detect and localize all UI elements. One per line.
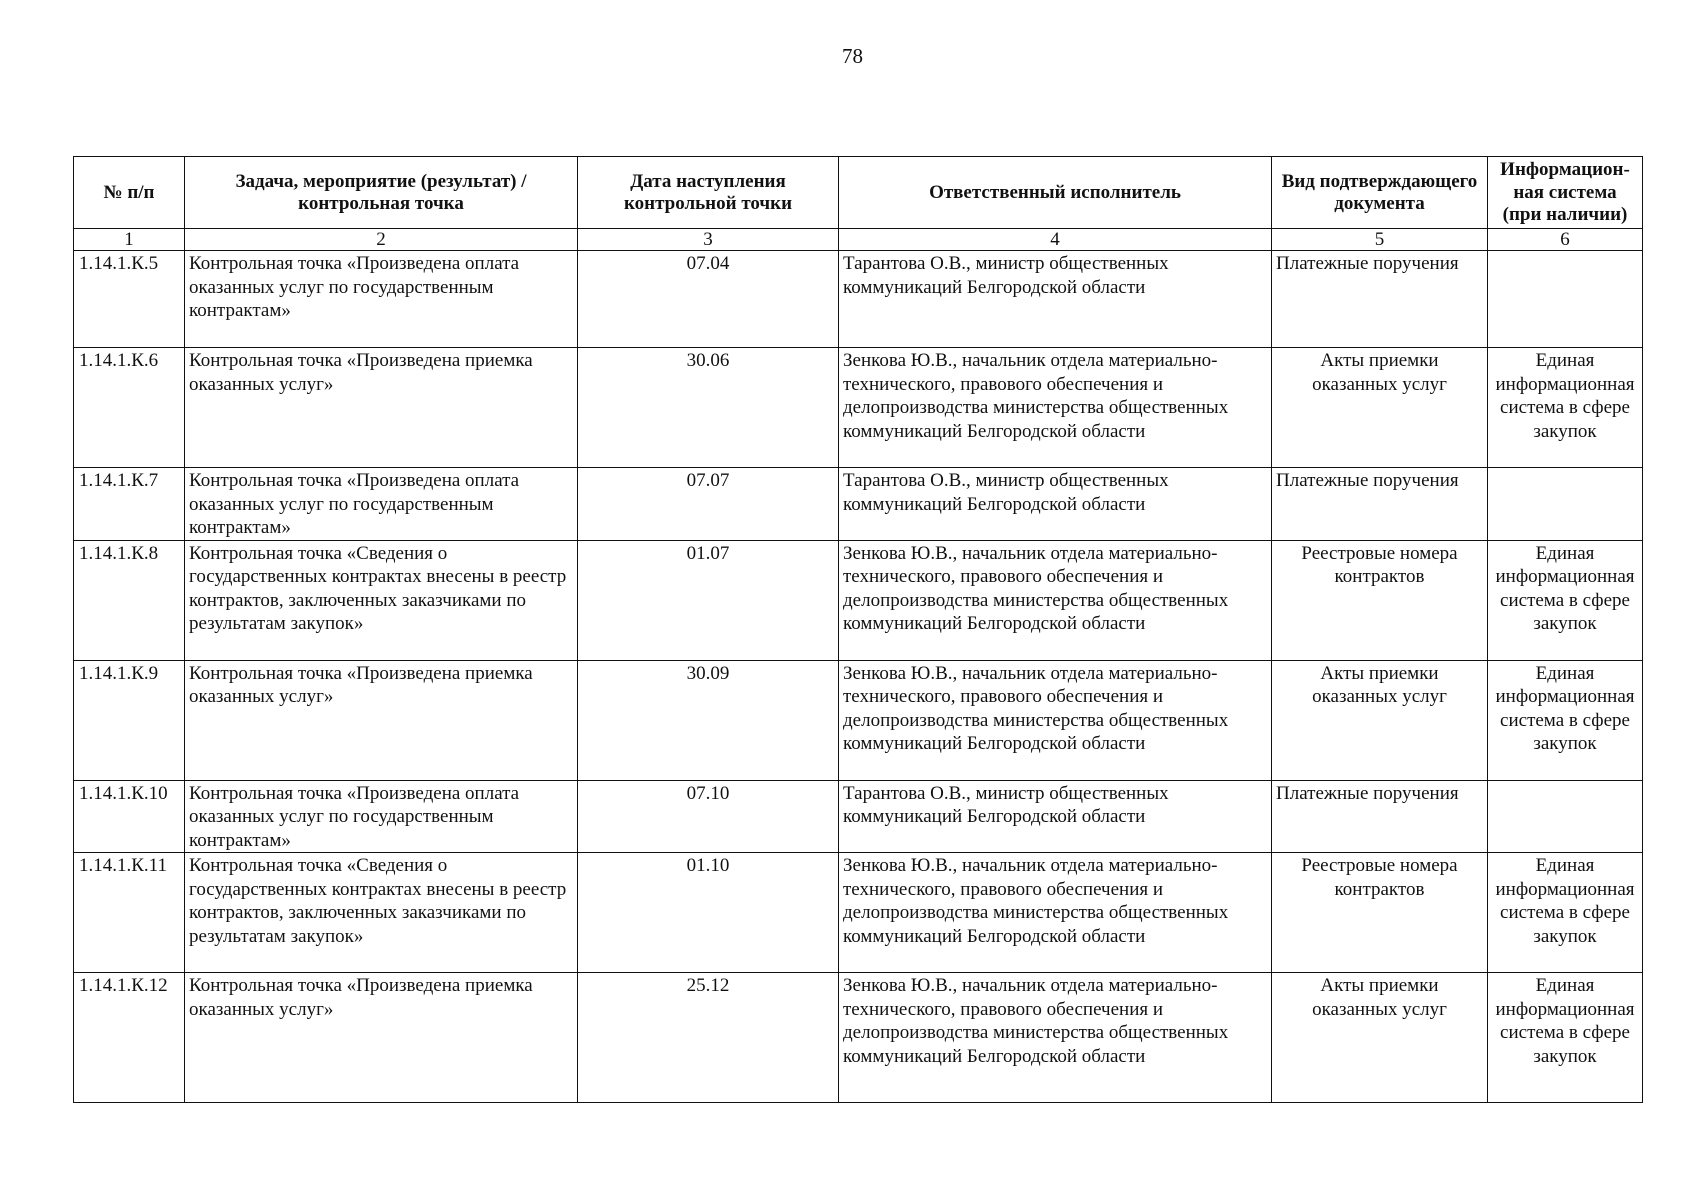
column-number-row: [74, 229, 1643, 251]
row-task: Контрольная точка «Произведена оплата оказанных услуг по государственным контрактам»: [185, 251, 578, 348]
table-row: [74, 780, 1643, 853]
row-document: Акты приемки оказанных услуг: [1272, 348, 1488, 468]
table-row: [74, 973, 1643, 1103]
row-task: Контрольная точка «Произведена оплата оказанных услуг по государственным контрактам»: [185, 468, 578, 541]
column-number: 2: [185, 229, 578, 251]
row-document: Реестровые номера контрактов: [1272, 540, 1488, 660]
row-executor: Зенкова Ю.В., начальник отдела материально-технического, правового обеспечения и делопроизводства министерства общественных коммуникаций Белгородской области: [839, 973, 1272, 1103]
row-date: 25.12: [578, 973, 839, 1103]
row-number: 1.14.1.К.11: [74, 853, 185, 973]
column-number: 5: [1272, 229, 1488, 251]
row-date: 07.07: [578, 468, 839, 541]
row-document: Акты приемки оказанных услуг: [1272, 973, 1488, 1103]
row-document: Платежные поручения: [1272, 468, 1488, 541]
column-number: 1: [74, 229, 185, 251]
column-number: 4: [839, 229, 1272, 251]
row-date: 07.04: [578, 251, 839, 348]
row-document: Акты приемки оказанных услуг: [1272, 660, 1488, 780]
row-date: 30.06: [578, 348, 839, 468]
row-date: 01.07: [578, 540, 839, 660]
row-number: 1.14.1.К.7: [74, 468, 185, 541]
row-task: Контрольная точка «Произведена приемка оказанных услуг»: [185, 660, 578, 780]
header-date: Дата наступления контрольной точки: [578, 157, 839, 229]
table-row: [74, 468, 1643, 541]
row-task: Контрольная точка «Сведения о государственных контрактах внесены в реестр контрактов, заключенных заказчиками по результатам закупок»: [185, 540, 578, 660]
column-number: 6: [1488, 229, 1643, 251]
row-system: Единая информационная система в сфере закупок: [1488, 660, 1643, 780]
row-system: Единая информационная система в сфере закупок: [1488, 348, 1643, 468]
row-system: Единая информационная система в сфере закупок: [1488, 973, 1643, 1103]
header-row: [74, 157, 1643, 229]
table-row: [74, 251, 1643, 348]
table-row: [74, 348, 1643, 468]
row-document: Платежные поручения: [1272, 251, 1488, 348]
row-executor: Зенкова Ю.В., начальник отдела материально-технического, правового обеспечения и делопроизводства министерства общественных коммуникаций Белгородской области: [839, 348, 1272, 468]
row-date: 01.10: [578, 853, 839, 973]
header-num: № п/п: [74, 157, 185, 229]
row-executor: Тарантова О.В., министр общественных коммуникаций Белгородской области: [839, 780, 1272, 853]
row-number: 1.14.1.К.12: [74, 973, 185, 1103]
row-system: Единая информационная система в сфере закупок: [1488, 540, 1643, 660]
row-executor: Тарантова О.В., министр общественных коммуникаций Белгородской области: [839, 251, 1272, 348]
control-points-table: [73, 156, 1643, 1103]
row-executor: Зенкова Ю.В., начальник отдела материально-технического, правового обеспечения и делопроизводства министерства общественных коммуникаций Белгородской области: [839, 540, 1272, 660]
row-number: 1.14.1.К.8: [74, 540, 185, 660]
row-date: 30.09: [578, 660, 839, 780]
column-number: 3: [578, 229, 839, 251]
page-number: 78: [842, 44, 863, 68]
header-system: Информацион-ная система (при наличии): [1488, 157, 1643, 229]
table-row: [74, 660, 1643, 780]
row-system: Единая информационная система в сфере закупок: [1488, 853, 1643, 973]
row-date: 07.10: [578, 780, 839, 853]
row-system: [1488, 780, 1643, 853]
row-executor: Зенкова Ю.В., начальник отдела материально-технического, правового обеспечения и делопроизводства министерства общественных коммуникаций Белгородской области: [839, 660, 1272, 780]
row-number: 1.14.1.К.10: [74, 780, 185, 853]
row-system: [1488, 468, 1643, 541]
header-document: Вид подтверждающего документа: [1272, 157, 1488, 229]
row-task: Контрольная точка «Произведена приемка оказанных услуг»: [185, 348, 578, 468]
row-executor: Зенкова Ю.В., начальник отдела материально-технического, правового обеспечения и делопроизводства министерства общественных коммуникаций Белгородской области: [839, 853, 1272, 973]
row-system: [1488, 251, 1643, 348]
row-number: 1.14.1.К.6: [74, 348, 185, 468]
row-document: Платежные поручения: [1272, 780, 1488, 853]
header-executor: Ответственный исполнитель: [839, 157, 1272, 229]
header-task: Задача, мероприятие (результат) / контрольная точка: [185, 157, 578, 229]
row-task: Контрольная точка «Сведения о государственных контрактах внесены в реестр контрактов, заключенных заказчиками по результатам закупок»: [185, 853, 578, 973]
row-number: 1.14.1.К.9: [74, 660, 185, 780]
row-number: 1.14.1.К.5: [74, 251, 185, 348]
row-task: Контрольная точка «Произведена приемка оказанных услуг»: [185, 973, 578, 1103]
row-task: Контрольная точка «Произведена оплата оказанных услуг по государственным контрактам»: [185, 780, 578, 853]
row-executor: Тарантова О.В., министр общественных коммуникаций Белгородской области: [839, 468, 1272, 541]
table-row: [74, 540, 1643, 660]
table-row: [74, 853, 1643, 973]
row-document: Реестровые номера контрактов: [1272, 853, 1488, 973]
